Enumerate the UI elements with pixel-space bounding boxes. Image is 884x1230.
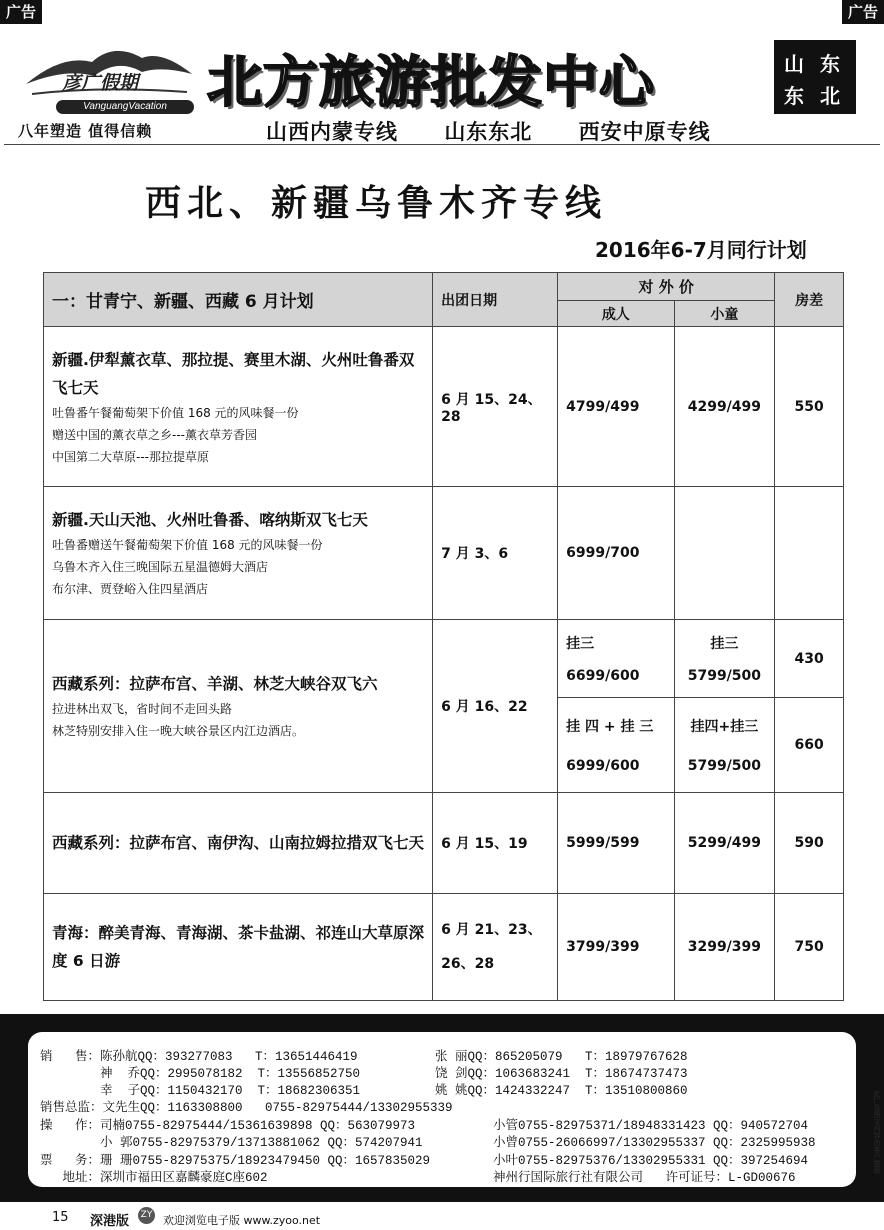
- contact-line: 张 丽QQ：865205079 T：18979767628: [435, 1050, 688, 1064]
- room-diff: 590: [775, 793, 844, 894]
- route-note: 乌鲁木齐入住三晚国际五星温德姆大酒店: [52, 560, 269, 574]
- child-value: 5799/500: [687, 758, 762, 774]
- child-price: [674, 698, 775, 793]
- welcome-link[interactable]: 欢迎浏览电子版 www.zyoo.net: [163, 1214, 321, 1227]
- date-cell: 6 月 15、24、28: [433, 327, 558, 487]
- zyoo-logo-icon: ZY: [138, 1207, 155, 1224]
- room-diff: 430: [775, 620, 844, 698]
- date-cell: 6 月 16、22: [433, 620, 558, 793]
- main-title: 西北、新疆乌鲁木齐专线: [145, 182, 608, 224]
- badge-char: 北: [820, 84, 840, 108]
- room-diff: 550: [775, 327, 844, 487]
- child-label: 挂三: [710, 636, 739, 652]
- adult-price: [558, 620, 674, 698]
- contact-line: 票 务：珊 珊0755-82975375/18923479450 QQ：1657835029: [40, 1154, 431, 1168]
- room-diff: 660: [775, 698, 844, 793]
- price-header: 对 外 价: [558, 273, 775, 301]
- route-cell: [44, 620, 433, 793]
- ad-tag-left: 广告: [0, 0, 42, 24]
- page-number: 15: [52, 1210, 69, 1225]
- contact-line: 销 售：陈孙航QQ：393277083 T：13651446419: [40, 1050, 358, 1064]
- route-title: 西藏系列：拉萨布宫、羊湖、林芝大峡谷双飞六: [52, 675, 378, 693]
- logo-name: 彦广假期: [62, 72, 139, 94]
- contact-line: 幸 子QQ：1150432170 T：18682306351: [40, 1084, 361, 1098]
- route-note: 拉进林出双飞，省时间不走回头路: [52, 702, 233, 716]
- route-title: 青海：醉美青海、青海湖、茶卡盐湖、祁连山大草原深度 6 日游: [52, 924, 425, 970]
- contact-line: 操 作：司楠0755-82975444/15361639898 QQ：563079973: [40, 1119, 416, 1133]
- plan-title: 2016年6-7月同行计划: [595, 238, 807, 262]
- region-badge: [774, 40, 856, 114]
- slogan: 八年塑造 值得信赖: [18, 122, 153, 140]
- contact-line: 小管0755-82975371/18948331423 QQ：940572704: [493, 1119, 809, 1133]
- contact-line: 小曾0755-26066997/13302955337 QQ：2325995938: [493, 1136, 816, 1150]
- route-cell: [44, 894, 433, 1001]
- address-line: 地址：深圳市福田区嘉麟豪庭C座602: [40, 1171, 268, 1185]
- table-header-row: [44, 273, 844, 301]
- badge-char: 东: [784, 84, 804, 108]
- route-item: 山西内蒙专线: [266, 120, 398, 144]
- adult-price: 5999/599: [558, 793, 674, 894]
- child-value: 5799/500: [687, 668, 762, 684]
- route-item: 西安中原专线: [578, 120, 711, 144]
- route-note: 林芝特别安排入住一晚大峡谷景区内江边酒店。: [52, 724, 305, 738]
- adult-value: 6999/600: [566, 758, 640, 774]
- adult-price: 6999/700: [558, 487, 674, 620]
- ad-tag-right: 广告: [842, 0, 884, 24]
- adult-price: [558, 698, 674, 793]
- route-note: 中国第二大草原---那拉提草原: [52, 449, 209, 464]
- adult-header: 成人: [558, 301, 674, 327]
- route-cell: [44, 327, 433, 487]
- route-cell: [44, 487, 433, 620]
- adult-price: 4799/499: [558, 327, 674, 487]
- edition-label: 深港版: [90, 1214, 130, 1229]
- room-header: 房差: [775, 273, 844, 327]
- company-title: 北方旅游批发中心: [207, 50, 656, 114]
- side-note: 此广告图文内容由客户提供: [873, 1090, 881, 1174]
- table-row: [44, 620, 844, 698]
- room-diff: [775, 487, 844, 620]
- child-price: 3299/399: [674, 894, 775, 1001]
- route-note: 赠送中国的薰衣草之乡---薰衣草芳香园: [52, 427, 257, 442]
- itinerary-table: [43, 272, 844, 1001]
- logo-subtitle: VanguangVacation: [56, 100, 194, 114]
- contact-line: 姚 姚QQ：1424332247 T：13510800860: [435, 1084, 688, 1098]
- date-header: 出团日期: [433, 273, 558, 327]
- contact-line: 小 郭0755-82975379/13713881062 QQ：574207941: [40, 1136, 423, 1150]
- route-note: 吐鲁番赠送午餐葡萄架下价值 168 元的风味餐一份: [52, 538, 323, 552]
- child-price: 4299/499: [674, 327, 775, 487]
- route-title: 新疆.天山天池、火州吐鲁番、喀纳斯双飞七天: [52, 511, 368, 529]
- contact-line: 饶 剑QQ：1063683241 T：18674737473: [435, 1067, 688, 1081]
- adult-price: 3799/399: [558, 894, 674, 1001]
- section-header: 一：甘青宁、新疆、西藏 6 月计划: [44, 273, 433, 327]
- contact-line: 小叶0755-82975376/13302955331 QQ：397254694: [493, 1154, 809, 1168]
- contact-line: 销售总监：文先生QQ：1163308800 0755-82975444/13302955339: [40, 1101, 453, 1115]
- badge-char: 东: [820, 52, 840, 76]
- route-note: 布尔津、贾登峪入住四星酒店: [52, 582, 209, 596]
- child-price: [674, 620, 775, 698]
- contact-line: 神 乔QQ：2995078182 T：13556852750: [40, 1067, 361, 1081]
- child-price: 5299/499: [674, 793, 775, 894]
- child-price: [674, 487, 775, 620]
- table-row: [44, 793, 844, 894]
- date-cell: 6 月 15、19: [433, 793, 558, 894]
- child-label: 挂四+挂三: [690, 719, 759, 735]
- date-cell: 7 月 3、6: [433, 487, 558, 620]
- adult-label: 挂 四 + 挂 三: [566, 719, 654, 735]
- adult-label: 挂三: [566, 636, 595, 652]
- route-list: [266, 116, 749, 146]
- child-header: 小童: [674, 301, 775, 327]
- date-cell: 6 月 21、23、26、28: [433, 894, 558, 1001]
- route-note: 吐鲁番午餐葡萄架下价值 168 元的风味餐一份: [52, 405, 299, 420]
- adult-value: 6699/600: [566, 668, 640, 684]
- table-row: [44, 487, 844, 620]
- route-cell: [44, 793, 433, 894]
- route-item: 山东东北: [444, 120, 533, 144]
- route-title: 西藏系列：拉萨布宫、南伊沟、山南拉姆拉措双飞七天: [52, 834, 425, 852]
- room-diff: 750: [775, 894, 844, 1001]
- header: [4, 22, 880, 145]
- table-row: [44, 327, 844, 487]
- route-title: 新疆.伊犁薰衣草、那拉提、赛里木湖、火州吐鲁番双飞七天: [52, 350, 415, 397]
- table-row: [44, 894, 844, 1001]
- license-line: 神州行国际旅行社有限公司 许可证号：L-GD00676: [493, 1171, 796, 1185]
- badge-char: 山: [784, 52, 804, 76]
